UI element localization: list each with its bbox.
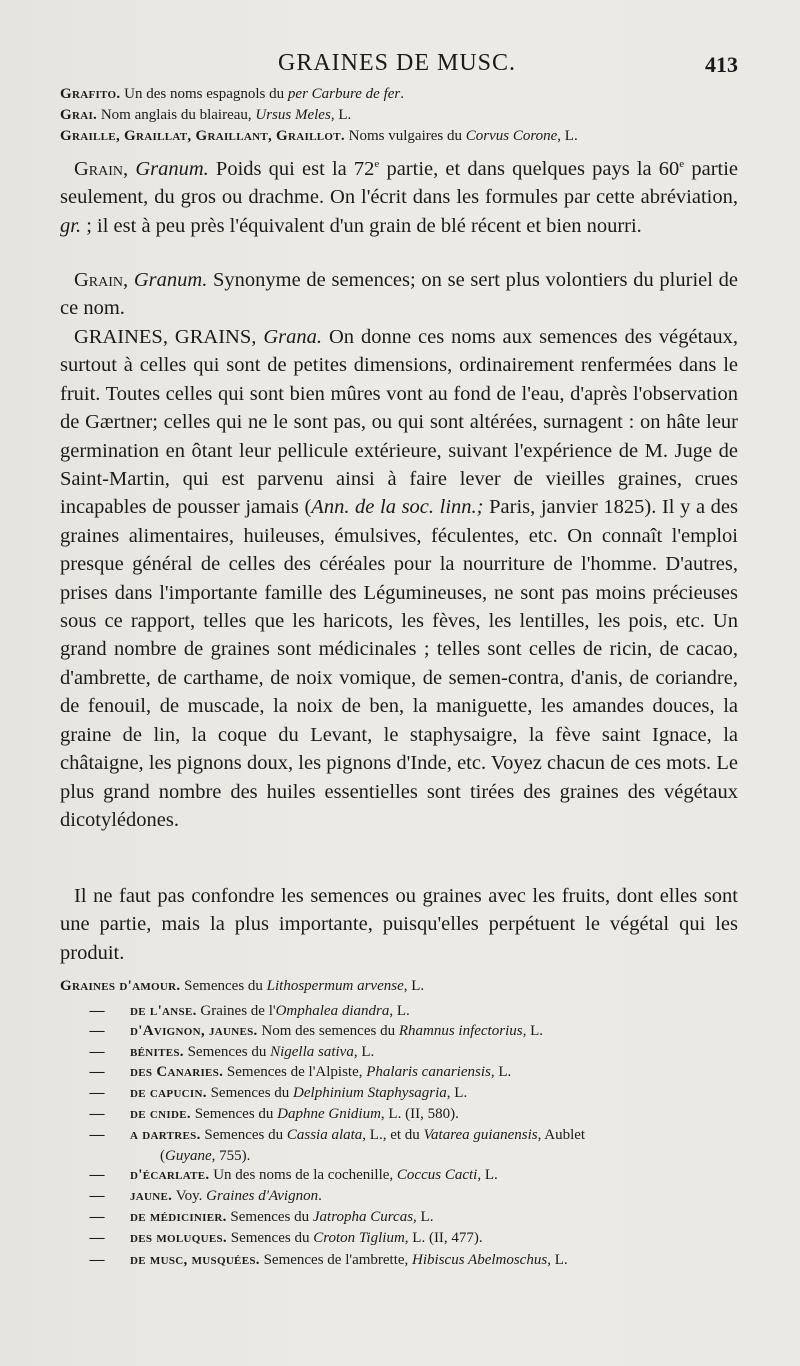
sub-entry-head: de l'anse.	[130, 1003, 197, 1019]
entry-grain-weight	[60, 150, 738, 240]
sub-entry-head: de capucin.	[130, 1085, 207, 1101]
sub-entry-head: de médicinier.	[130, 1209, 227, 1225]
sub-entry-italic: Cassia alata	[286, 1127, 363, 1143]
entry-text-end: , L.	[330, 107, 352, 123]
running-head-title: GRAINES DE MUSC.	[277, 50, 517, 76]
sub-entry-text	[160, 1146, 740, 1167]
entry-head: Grain	[74, 157, 124, 180]
sub-entry-part: Semences du	[226, 1230, 314, 1246]
ditto-dash: —	[89, 1127, 105, 1143]
sub-entry-italic: Nigella sativa	[270, 1044, 354, 1060]
ditto-dash: —	[89, 1085, 105, 1101]
sub-entry-part: , L., et du	[362, 1127, 424, 1143]
page-number: 413	[705, 52, 738, 77]
sub-entry-part: Nom des semences du	[257, 1023, 399, 1039]
sub-entry-italic: Delphinium Staphysagria	[293, 1085, 447, 1101]
sub-entry-text	[130, 1207, 740, 1228]
sub-entry-part: , L.	[547, 1252, 568, 1268]
sub-entry-italic: Guyane	[165, 1148, 212, 1164]
sub-entry-part: , Aublet	[537, 1127, 586, 1143]
running-head	[56, 46, 738, 82]
sub-entry-text	[130, 1125, 740, 1146]
sub-entry-italic: Coccus Cacti	[396, 1167, 478, 1183]
entry-italic: Corvus Corone	[465, 128, 558, 144]
ditto-dash: —	[89, 1209, 105, 1225]
entry-text: Paris, janvier 1825). Il y a des graines alimentaires, huileuses, émulsives, féculentes, etc. On connaît l'emploi presque général de celles des céréales pour la nourriture de l'homme. D'autres, prises dans l'importante famille des Légumineuses, ne sont pas moins précieuses sous ce rapport, telles que les haricots, les fèves, les lentilles, les pois, etc. Un grand nombre de graines sont médicinales ; telles sont celles de ricin, de cacao, d'ambrette, de carthame, de noix vomique, de semen-contra, d'anis, de coriandre, de fenouil, de muscade, la noix de ben, la maniguette, les amandes douces, la graine de lin, la coque du Levant, le staphysaigre, la fève saint Ignace, la châtaigne, les pignons doux, les pignons d'Inde, etc. Voyez chacun de ces mots. Le plus grand nombre des huiles essentielles sont tirées des graines des végétaux dicotylédones.	[60, 496, 738, 831]
entry-head: Grafito.	[60, 86, 121, 102]
sub-entry-text	[130, 1104, 740, 1125]
entry-grai	[60, 105, 738, 126]
sub-entry-italic: Daphne Gnidium	[277, 1106, 381, 1122]
superscript: e	[374, 158, 380, 170]
entry-text-end: .	[400, 86, 405, 102]
entry-head: Grai.	[60, 107, 98, 123]
entry-head: Grain	[74, 269, 124, 291]
sub-entry-head: Graines d'amour.	[60, 978, 181, 994]
entry-italic: Granum.	[135, 157, 209, 180]
ditto-dash: —	[89, 1167, 105, 1183]
entry-italic: Grana.	[263, 326, 322, 348]
entry-head: GRAINES, GRAINS,	[74, 326, 257, 348]
sub-entry-part: Semences du	[206, 1085, 294, 1101]
entry-text: Il ne faut pas confondre les semences ou graines avec les fruits, dont elles sont une partie, mais la plus importante, puisqu'elles perpétuent le végétal qui les produit.	[60, 885, 738, 964]
sub-entry-text	[130, 1042, 740, 1063]
sub-entry-part: , L.	[522, 1023, 543, 1039]
entry-text: Nom anglais du blaireau,	[97, 107, 256, 123]
sub-entry-part: Graines de l'	[196, 1003, 276, 1019]
sub-entry-text	[130, 1021, 740, 1042]
entry-graines-paragraph-2	[60, 882, 738, 967]
sub-entry-text	[130, 1250, 740, 1271]
entry-grafito	[60, 84, 738, 105]
ditto-dash: —	[89, 1023, 105, 1039]
sub-entry-italic: Omphalea diandra	[275, 1003, 390, 1019]
sub-entry-italic: Rhamnus infectorius	[398, 1023, 523, 1039]
sub-entry-head: a dartres.	[130, 1127, 201, 1143]
sub-entry-text	[130, 1186, 740, 1207]
sub-entry-head: jaune.	[130, 1188, 173, 1204]
sub-entry-part: .	[318, 1188, 322, 1204]
sub-entry-italic: Croton Tiglium	[313, 1230, 405, 1246]
ditto-dash: —	[89, 1064, 105, 1080]
ditto-dash: —	[89, 1044, 105, 1060]
entry-graille	[60, 126, 738, 147]
superscript: e	[679, 158, 685, 170]
sub-entry-text	[130, 1228, 740, 1249]
sub-entry-part: , L. (II, 580).	[380, 1106, 459, 1122]
sub-entry-italic: Vatarea guianensis	[423, 1127, 538, 1143]
sub-entry-part: , L.	[477, 1167, 498, 1183]
entry-italic: Granum.	[133, 269, 208, 291]
sub-entry-part: , 755).	[211, 1148, 251, 1164]
entry-grain-synonym	[60, 266, 738, 323]
sub-entry-part: , L.	[403, 978, 425, 994]
sub-entry-italic: Graines d'Avignon	[206, 1188, 319, 1204]
sub-entry-part: Semences de l'Alpiste,	[223, 1064, 367, 1080]
sub-entry-part: , L.	[353, 1044, 375, 1060]
sub-entry-head: d'écarlate.	[130, 1167, 210, 1183]
entry-text: partie seulement, du gros ou drachme. On l'écrit dans les formules par cette abréviation,	[60, 157, 739, 209]
sub-entry-italic: Lithospermum arvense	[266, 978, 404, 994]
entry-text: Noms vulgaires du	[344, 128, 466, 144]
entry-italic: Ann. de la soc. linn.;	[311, 496, 484, 519]
entry-text: Poids qui est la 72	[208, 157, 375, 180]
sub-entry-part: (	[160, 1148, 165, 1164]
sub-entry-head: des Canaries.	[130, 1064, 224, 1080]
entry-text: On donne ces noms aux semences des végétaux, surtout à celles qui sont de petites dimensions, ordinairement renfermées dans le fruit. Toutes celles qui sont bien mûres vont au fond de l'eau, d'après l'observation de Gærtner; celles qui ne le sont pas, ou qui sont altérées, surnagent : on hâte leur germination en ôtant leur pellicule extérieure, suivant l'expérience de M. Juge de Saint-Martin, qui est parvenu ainsi à faire lever de vieilles graines, crues incapables de pousser jamais (	[60, 326, 739, 519]
ditto-dash: —	[89, 1230, 105, 1246]
entry-text: partie, et dans quelques pays la 60	[379, 157, 680, 180]
entry-head: Graille, Graillat, Graillant, Graillot.	[60, 128, 345, 144]
sub-entry-part: , L.	[446, 1085, 468, 1101]
entry-text: ,	[123, 157, 136, 180]
sub-entry-head: d'Avignon, jaunes.	[130, 1023, 258, 1039]
entry-text: ; il est à peu près l'équivalent d'un grain de blé récent et bien nourri.	[81, 214, 642, 237]
sub-entry-part: Voy.	[172, 1188, 207, 1204]
sub-entry-part: , L.	[389, 1003, 410, 1019]
sub-entry-head: de musc, musquées.	[130, 1252, 260, 1268]
sub-entry-part: , L.	[413, 1209, 434, 1225]
entry-graines	[60, 323, 738, 834]
sub-entry-part: , L.	[490, 1064, 512, 1080]
entry-text-end: , L.	[557, 128, 578, 144]
sub-entry-head: bénites.	[130, 1044, 184, 1060]
entry-italic: Ursus Meles	[255, 107, 331, 123]
sub-entry-head: de cnide.	[130, 1106, 191, 1122]
sub-entry-italic: Jatropha Curcas	[312, 1209, 414, 1225]
entry-italic: per Carbure de fer	[287, 86, 401, 102]
ditto-dash: —	[89, 1188, 105, 1204]
ditto-dash: —	[89, 1003, 105, 1019]
sub-entry-part: Semences du	[226, 1209, 313, 1225]
entry-text: Un des noms espagnols du	[120, 86, 288, 102]
sub-entry-head: des moluques.	[130, 1230, 227, 1246]
sub-entry-part: Semences du	[180, 978, 267, 994]
sub-entry-part: Semences du	[183, 1044, 271, 1060]
ditto-dash: —	[89, 1252, 105, 1268]
sub-entry-text	[130, 1001, 740, 1022]
sub-entry-part: , L. (II, 477).	[404, 1230, 483, 1246]
entry-text: ,	[123, 269, 134, 291]
sub-entry-italic: Hibiscus Abelmoschus	[412, 1252, 548, 1268]
entry-italic: gr.	[60, 214, 82, 237]
sub-entry-part: Semences de l'ambrette,	[259, 1252, 413, 1268]
sub-entry-text	[130, 1062, 740, 1083]
sub-entry-text	[130, 1165, 740, 1186]
sub-entry-italic: Phalaris canariensis	[366, 1064, 491, 1080]
sub-entry-text	[130, 1083, 740, 1104]
sub-entry-text	[60, 976, 740, 997]
ditto-dash: —	[89, 1106, 105, 1122]
sub-entry-part: Semences du	[190, 1106, 278, 1122]
sub-entry-part: Un des noms de la cochenille,	[209, 1167, 397, 1183]
sub-entry-part: Semences du	[200, 1127, 287, 1143]
entry-text: Synonyme de semences; on se sert plus volontiers du pluriel de ce nom.	[60, 269, 738, 320]
